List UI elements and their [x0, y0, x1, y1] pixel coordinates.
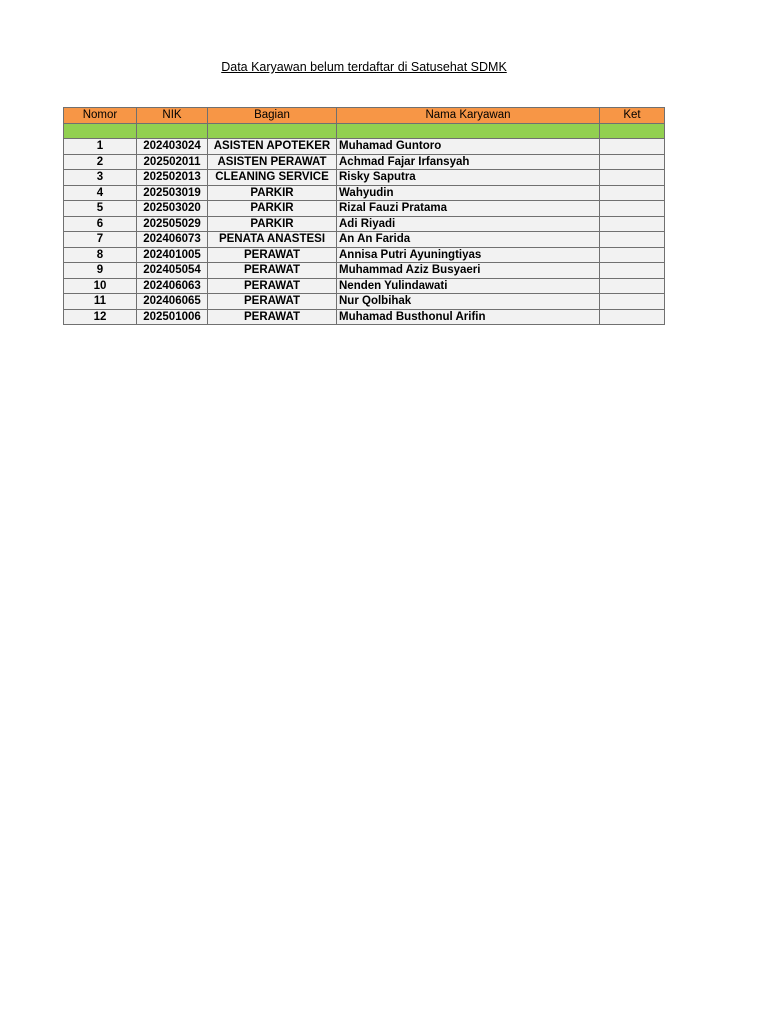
- cell-bagian: CLEANING SERVICE: [208, 170, 337, 186]
- cell-nomor: 11: [64, 294, 137, 310]
- cell-bagian: PERAWAT: [208, 278, 337, 294]
- cell-nama-karyawan: An An Farida: [337, 232, 600, 248]
- cell-nomor: 12: [64, 309, 137, 325]
- column-header-nomor: Nomor: [64, 108, 137, 124]
- table-row: [64, 309, 665, 325]
- table-row: [64, 154, 665, 170]
- table-row: [64, 232, 665, 248]
- table-row: [64, 247, 665, 263]
- employee-table: [63, 107, 665, 325]
- table-row: [64, 278, 665, 294]
- marker-cell: [137, 124, 208, 139]
- cell-bagian: PARKIR: [208, 185, 337, 201]
- cell-nik: 202406073: [137, 232, 208, 248]
- cell-nama-karyawan: Muhamad Busthonul Arifin: [337, 309, 600, 325]
- cell-nama-karyawan: Nur Qolbihak: [337, 294, 600, 310]
- cell-ket: [600, 247, 665, 263]
- cell-ket: [600, 263, 665, 279]
- cell-nik: 202503020: [137, 201, 208, 217]
- cell-nama-karyawan: Risky Saputra: [337, 170, 600, 186]
- cell-nama-karyawan: Wahyudin: [337, 185, 600, 201]
- cell-nomor: 4: [64, 185, 137, 201]
- cell-ket: [600, 201, 665, 217]
- cell-ket: [600, 309, 665, 325]
- cell-nik: 202502011: [137, 154, 208, 170]
- marker-cell: [64, 124, 137, 139]
- cell-nama-karyawan: Rizal Fauzi Pratama: [337, 201, 600, 217]
- cell-nik: 202501006: [137, 309, 208, 325]
- cell-nik: 202405054: [137, 263, 208, 279]
- cell-nomor: 2: [64, 154, 137, 170]
- cell-nik: 202505029: [137, 216, 208, 232]
- cell-nomor: 8: [64, 247, 137, 263]
- cell-nomor: 5: [64, 201, 137, 217]
- column-header-nik: NIK: [137, 108, 208, 124]
- cell-ket: [600, 232, 665, 248]
- cell-nama-karyawan: Achmad Fajar Irfansyah: [337, 154, 600, 170]
- cell-ket: [600, 278, 665, 294]
- cell-bagian: PERAWAT: [208, 263, 337, 279]
- cell-ket: [600, 154, 665, 170]
- cell-nama-karyawan: Muhamad Guntoro: [337, 139, 600, 155]
- cell-nomor: 3: [64, 170, 137, 186]
- cell-nomor: 10: [64, 278, 137, 294]
- cell-nama-karyawan: Annisa Putri Ayuningtiyas: [337, 247, 600, 263]
- table-row: [64, 170, 665, 186]
- cell-bagian: PARKIR: [208, 216, 337, 232]
- cell-ket: [600, 185, 665, 201]
- cell-nama-karyawan: Nenden Yulindawati: [337, 278, 600, 294]
- table-row: [64, 294, 665, 310]
- marker-cell: [600, 124, 665, 139]
- cell-nomor: 6: [64, 216, 137, 232]
- cell-ket: [600, 139, 665, 155]
- cell-nomor: 7: [64, 232, 137, 248]
- cell-nik: 202401005: [137, 247, 208, 263]
- cell-nomor: 1: [64, 139, 137, 155]
- cell-bagian: PENATA ANASTESI: [208, 232, 337, 248]
- table-row: [64, 201, 665, 217]
- table-row: [64, 185, 665, 201]
- cell-ket: [600, 294, 665, 310]
- cell-ket: [600, 170, 665, 186]
- column-header-ket: Ket: [600, 108, 665, 124]
- table-row: [64, 139, 665, 155]
- cell-nomor: 9: [64, 263, 137, 279]
- cell-nik: 202406063: [137, 278, 208, 294]
- cell-nik: 202502013: [137, 170, 208, 186]
- cell-nik: 202503019: [137, 185, 208, 201]
- table-row: [64, 216, 665, 232]
- cell-bagian: ASISTEN APOTEKER: [208, 139, 337, 155]
- table-header-row: [64, 108, 665, 124]
- cell-nik: 202406065: [137, 294, 208, 310]
- page-title: Data Karyawan belum terdaftar di Satusehat SDMK: [221, 60, 507, 74]
- table-row: [64, 263, 665, 279]
- cell-bagian: PERAWAT: [208, 294, 337, 310]
- marker-row: [64, 124, 665, 139]
- cell-ket: [600, 216, 665, 232]
- column-header-bagian: Bagian: [208, 108, 337, 124]
- cell-nama-karyawan: Adi Riyadi: [337, 216, 600, 232]
- cell-bagian: PARKIR: [208, 201, 337, 217]
- marker-cell: [208, 124, 337, 139]
- marker-cell: [337, 124, 600, 139]
- cell-bagian: PERAWAT: [208, 309, 337, 325]
- column-header-nama-karyawan: Nama Karyawan: [337, 108, 600, 124]
- cell-bagian: ASISTEN PERAWAT: [208, 154, 337, 170]
- cell-nama-karyawan: Muhammad Aziz Busyaeri: [337, 263, 600, 279]
- cell-bagian: PERAWAT: [208, 247, 337, 263]
- cell-nik: 202403024: [137, 139, 208, 155]
